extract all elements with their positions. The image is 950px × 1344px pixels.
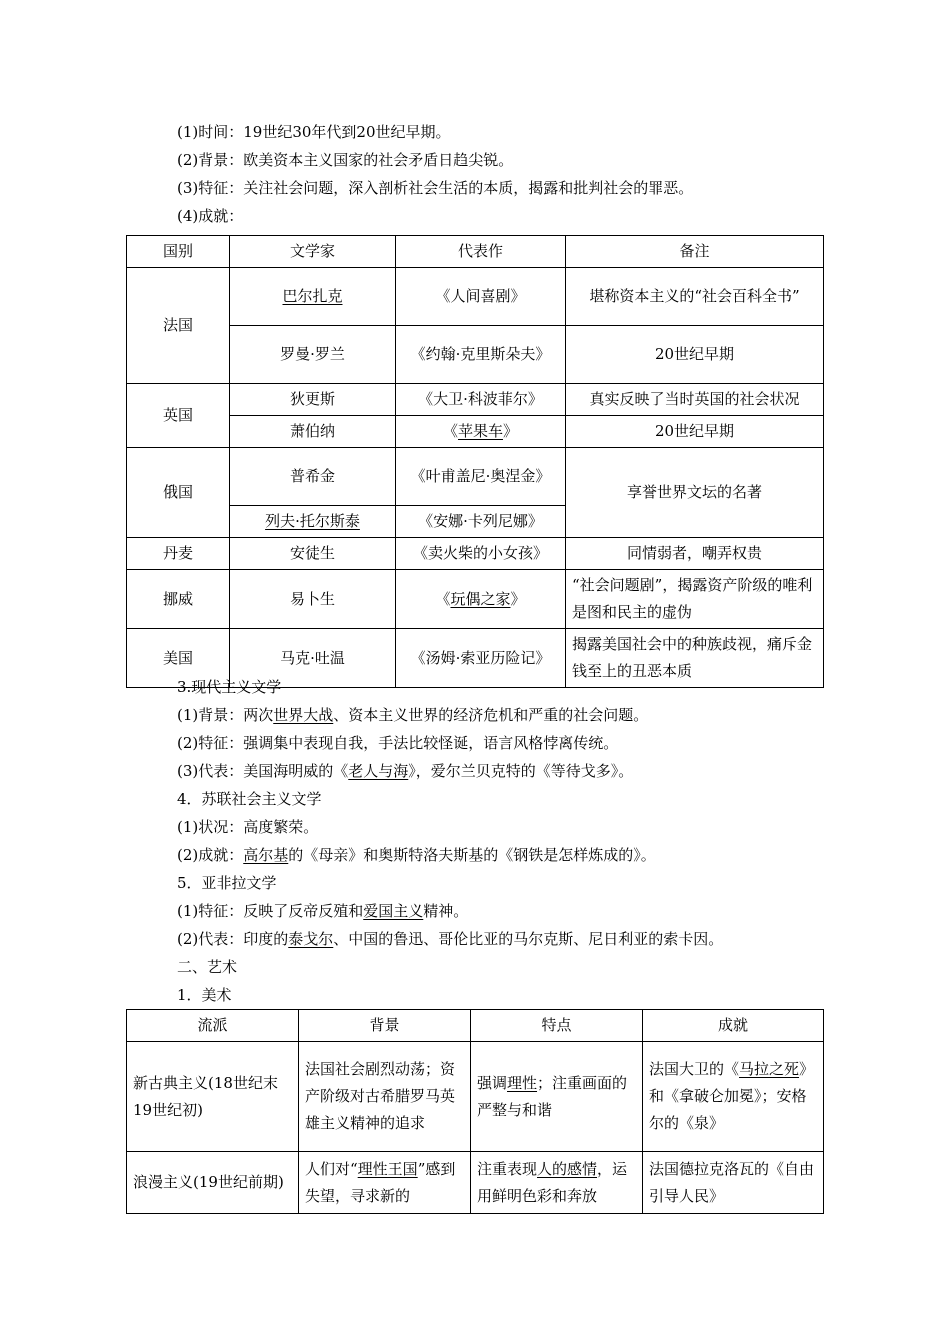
country-russia: 俄国 bbox=[127, 448, 230, 538]
writer-shaw: 萧伯纳 bbox=[230, 416, 396, 448]
work-rolland: 《约翰·克里斯朵夫》 bbox=[396, 326, 566, 384]
country-france: 法国 bbox=[127, 268, 230, 384]
feature-romanticism: 注重表现人的感情，运用鲜明色彩和奔放 bbox=[471, 1152, 643, 1214]
writer-rolland: 罗曼·罗兰 bbox=[230, 326, 396, 384]
asia-africa-heading: 5．亚非拉文学 bbox=[177, 874, 277, 892]
writer-dickens: 狄更斯 bbox=[230, 384, 396, 416]
writer-balzac: 巴尔扎克 bbox=[230, 268, 396, 326]
note-russia: 享誉世界文坛的名著 bbox=[566, 448, 824, 538]
header-work: 代表作 bbox=[396, 236, 566, 268]
writer-ibsen: 易卜生 bbox=[230, 570, 396, 629]
country-uk: 英国 bbox=[127, 384, 230, 448]
soviet-heading: 4．苏联社会主义文学 bbox=[177, 790, 322, 808]
modernism-representative: (3)代表：美国海明威的《老人与海》，爱尔兰贝克特的《等待戈多》。 bbox=[177, 762, 634, 780]
note-dickens: 真实反映了当时英国的社会状况 bbox=[566, 384, 824, 416]
modernism-feature: (2)特征：强调集中表现自我，手法比较怪诞，语言风格悖离传统。 bbox=[177, 734, 619, 752]
header-note: 备注 bbox=[566, 236, 824, 268]
writer-andersen: 安徒生 bbox=[230, 538, 396, 570]
writer-pushkin: 普希金 bbox=[230, 448, 396, 506]
art-table bbox=[126, 1009, 824, 1214]
soviet-achievement: (2)成就：高尔基的《母亲》和奥斯特洛夫斯基的《钢铁是怎样炼成的》。 bbox=[177, 846, 656, 864]
asia-africa-feature: (1)特征：反映了反帝反殖和爱国主义精神。 bbox=[177, 902, 469, 920]
country-usa: 美国 bbox=[127, 629, 230, 688]
background-romanticism: 人们对“理性王国”感到失望，寻求新的 bbox=[299, 1152, 471, 1214]
note-twain: 揭露美国社会中的种族歧视，痛斥金钱至上的丑恶本质 bbox=[566, 629, 824, 688]
work-twain: 《汤姆·索亚历险记》 bbox=[396, 629, 566, 688]
work-pushkin: 《叶甫盖尼·奥涅金》 bbox=[396, 448, 566, 506]
header-school: 流派 bbox=[127, 1010, 299, 1042]
work-dickens: 《大卫·科波菲尔》 bbox=[396, 384, 566, 416]
intro-achievement: (4)成就： bbox=[177, 207, 244, 225]
achievement-neoclassicism: 法国大卫的《马拉之死》和《拿破仑加冕》；安格尔的《泉》 bbox=[643, 1042, 824, 1152]
note-ibsen: “社会问题剧”，揭露资产阶级的唯利是图和民主的虚伪 bbox=[566, 570, 824, 629]
art-heading: 二、艺术 bbox=[177, 958, 238, 976]
header-country: 国别 bbox=[127, 236, 230, 268]
feature-neoclassicism: 强调理性；注重画面的严整与和谐 bbox=[471, 1042, 643, 1152]
work-ibsen: 《玩偶之家》 bbox=[396, 570, 566, 629]
school-neoclassicism: 新古典主义(18世纪末19世纪初) bbox=[127, 1042, 299, 1152]
asia-africa-representative: (2)代表：印度的泰戈尔、中国的鲁迅、哥伦比亚的马尔克斯、尼日利亚的索卡因。 bbox=[177, 930, 724, 948]
writer-tolstoy: 列夫·托尔斯泰 bbox=[230, 506, 396, 538]
realism-table bbox=[126, 235, 824, 688]
writer-twain: 马克·吐温 bbox=[230, 629, 396, 688]
art-subheading: 1．美术 bbox=[177, 986, 232, 1004]
work-balzac: 《人间喜剧》 bbox=[396, 268, 566, 326]
note-rolland: 20世纪早期 bbox=[566, 326, 824, 384]
note-andersen: 同情弱者，嘲弄权贵 bbox=[566, 538, 824, 570]
work-tolstoy: 《安娜·卡列尼娜》 bbox=[396, 506, 566, 538]
background-neoclassicism: 法国社会剧烈动荡；资产阶级对古希腊罗马英雄主义精神的追求 bbox=[299, 1042, 471, 1152]
intro-time: (1)时间：19世纪30年代到20世纪早期。 bbox=[177, 123, 451, 141]
header-achievement: 成就 bbox=[643, 1010, 824, 1042]
country-norway: 挪威 bbox=[127, 570, 230, 629]
soviet-status: (1)状况：高度繁荣。 bbox=[177, 818, 319, 836]
header-writer: 文学家 bbox=[230, 236, 396, 268]
school-romanticism: 浪漫主义(19世纪前期) bbox=[127, 1152, 299, 1214]
header-feature: 特点 bbox=[471, 1010, 643, 1042]
modernism-background: (1)背景：两次世界大战、资本主义世界的经济危机和严重的社会问题。 bbox=[177, 706, 649, 724]
note-shaw: 20世纪早期 bbox=[566, 416, 824, 448]
intro-background: (2)背景：欧美资本主义国家的社会矛盾日趋尖锐。 bbox=[177, 151, 514, 169]
note-balzac: 堪称资本主义的“社会百科全书” bbox=[566, 268, 824, 326]
modernism-heading: 3.现代主义文学 bbox=[177, 678, 282, 696]
intro-feature: (3)特征：关注社会问题，深入剖析社会生活的本质，揭露和批判社会的罪恶。 bbox=[177, 179, 694, 197]
country-denmark: 丹麦 bbox=[127, 538, 230, 570]
header-background: 背景 bbox=[299, 1010, 471, 1042]
work-andersen: 《卖火柴的小女孩》 bbox=[396, 538, 566, 570]
achievement-romanticism: 法国德拉克洛瓦的《自由引导人民》 bbox=[643, 1152, 824, 1214]
work-shaw: 《苹果车》 bbox=[396, 416, 566, 448]
